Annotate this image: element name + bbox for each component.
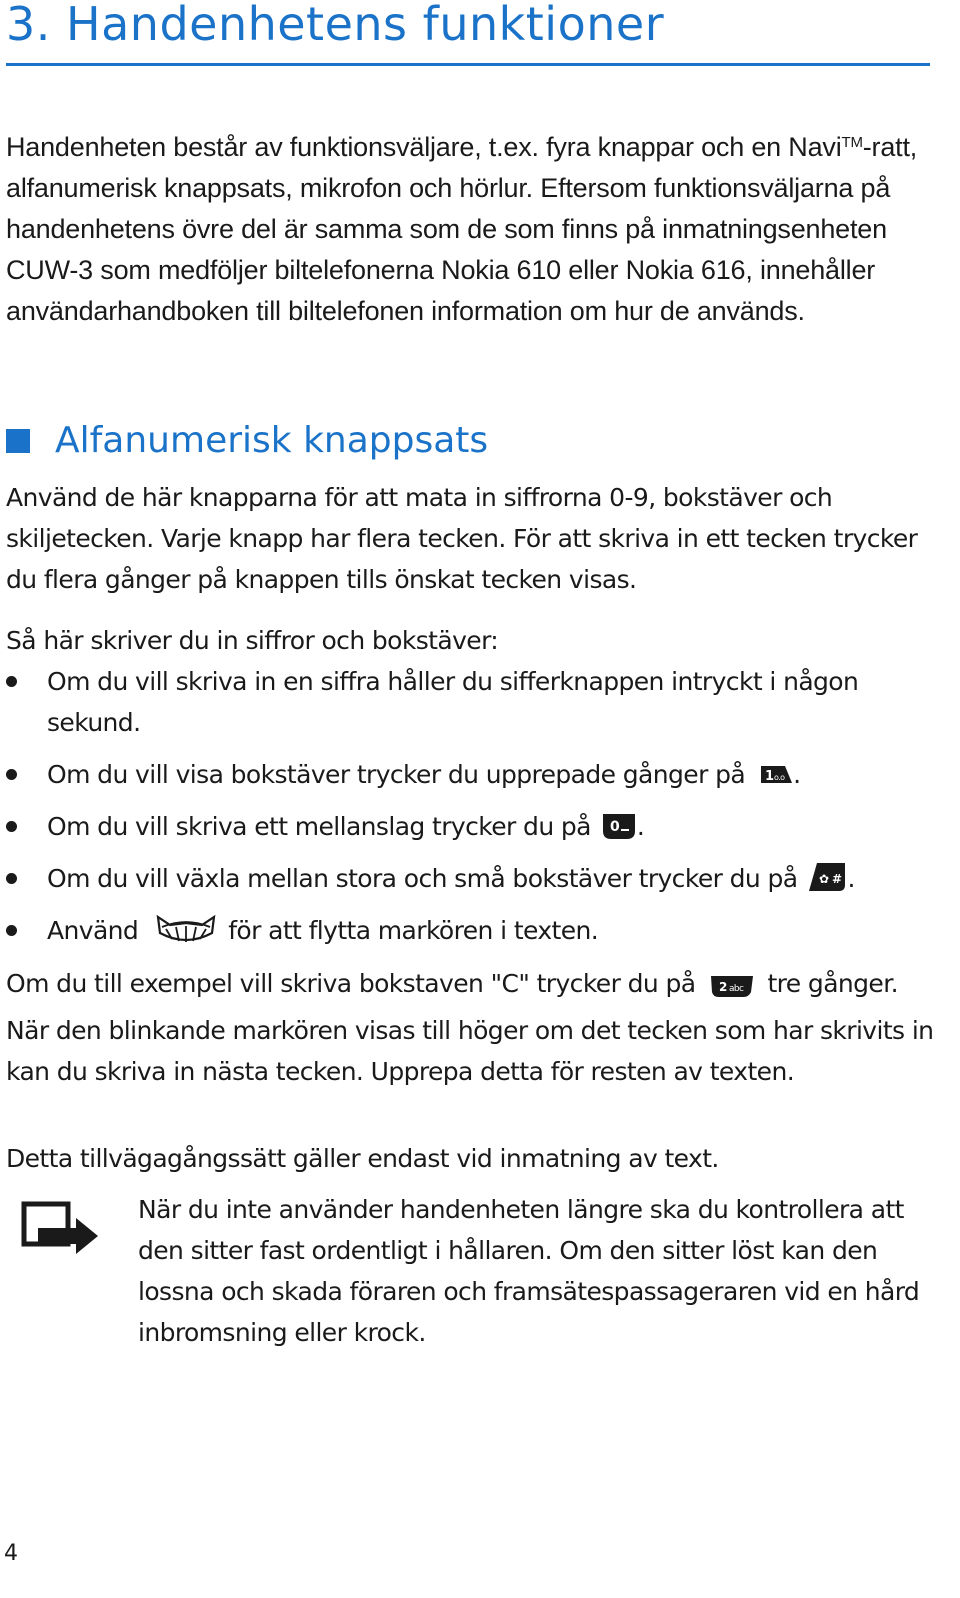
svg-text:0: 0 (609, 819, 620, 835)
list-item (6, 754, 926, 795)
square-bullet-icon (6, 429, 30, 453)
list-item (6, 806, 926, 847)
list-item-punct: . (793, 760, 801, 789)
chapter-title: 3. Handenhetens funktioner (6, 0, 665, 51)
key-2-icon (709, 969, 755, 1010)
svg-text:o.o: o.o (774, 773, 785, 782)
note-hand-icon (20, 1200, 100, 1256)
list-item-text: Använd (47, 916, 139, 945)
svg-text:1: 1 (765, 769, 774, 784)
instructions-intro: Så här skriver du in siffror och bokstäver: (6, 626, 499, 655)
list-item (6, 858, 926, 899)
list-item-text: Om du vill skriva ett mellanslag trycker du på (47, 812, 591, 841)
keypad-paragraph: Använd de här knapparna för att mata in siffrorna 0-9, bokstäver och skiljetecken. Varje knapp har flera tecken. För att skriva in ett tecken trycker du flera gånger på knappen tills önskat tecken visas. (6, 483, 918, 594)
key-hash-icon (807, 861, 847, 905)
example-text-2: tre gånger. När den blinkande markören visas till höger om det tecken som har skrivits in kan du skriva in nästa tecken. Upprepa detta för resten av texten. (6, 969, 934, 1086)
trademark-mark: TM (841, 134, 863, 151)
intro-paragraph (6, 127, 936, 332)
intro-text-2: -ratt, alfanumerisk knappsats, mikrofon och hörlur. Eftersom funktionsväljarna på handenhetens övre del är samma som de som finns på inmatningsenheten CUW-3 som medföljer biltelefonerna Nokia 610 eller Nokia 616, innehåller användarhandboken till biltelefonen information om hur de används. (6, 132, 918, 326)
navi-roller-icon (154, 913, 218, 957)
section-heading (6, 416, 488, 466)
key-1-icon (759, 760, 793, 801)
list-item-punct: . (636, 812, 645, 841)
note-text: När du inte använder handenheten längre ska du kontrollera att den sitter fast ordentligt i hållaren. Om den sitter löst kan den lossna och skada föraren och framsätespassageraren vid en hård inbromsning eller krock. (138, 1195, 920, 1347)
scope-paragraph: Detta tillvägagångssätt gäller endast vid inmatning av text. (6, 1144, 719, 1173)
list-item-text: Om du vill visa bokstäver trycker du upprepade gånger på (47, 760, 746, 789)
section-heading-text: Alfanumerisk knappsats (55, 420, 489, 461)
list-item (6, 910, 926, 951)
list-item-text: Om du vill växla mellan stora och små bokstäver trycker du på (47, 864, 798, 893)
list-item (6, 661, 926, 743)
svg-text:abc: abc (729, 984, 744, 994)
list-item-text: Om du vill skriva in en siffra håller du sifferknappen intryckt i någon sekund. (47, 667, 859, 737)
svg-text:2: 2 (719, 980, 728, 994)
page-number: 4 (4, 1541, 18, 1566)
list-item-punct: . (847, 864, 855, 893)
list-item-text: för att flytta markören i texten. (228, 916, 599, 945)
instruction-list (6, 661, 926, 951)
example-paragraph (6, 963, 936, 1092)
key-0-icon (601, 811, 637, 853)
intro-text-1: Handenheten består av funktionsväljare, t.ex. fyra knappar och en Navi (6, 132, 842, 162)
chapter-rule (6, 63, 930, 66)
svg-text:✿: ✿ (819, 872, 829, 886)
svg-text:#: # (832, 872, 842, 886)
example-text-1: Om du till exempel vill skriva bokstaven "C" trycker du på (6, 969, 696, 998)
